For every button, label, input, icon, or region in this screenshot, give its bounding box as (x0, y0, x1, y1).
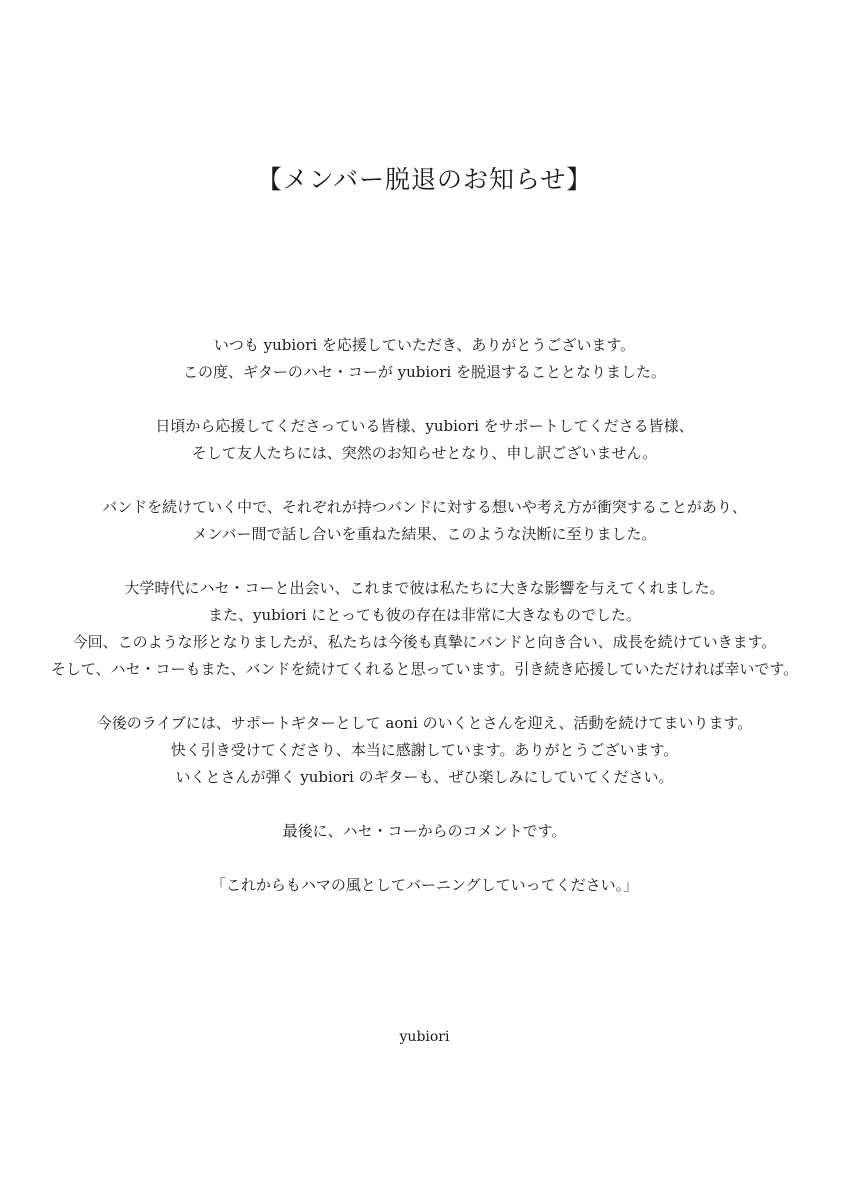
text-line: 日頃から応援してくださっている皆様、yubiori をサポートしてくださる皆様、 (155, 417, 694, 435)
paragraph-support-guitar (0, 710, 849, 791)
notice-title: 【メンバー脱退のお知らせ】 (256, 165, 593, 194)
text-line: 最後に、ハセ・コーからのコメントです。 (282, 822, 567, 840)
paragraph-comment-intro (0, 818, 849, 845)
paragraph-apology (0, 413, 849, 467)
text-line: 大学時代にハセ・コーと出会い、これまで彼は私たちに大きな影響を与えてくれました。 (124, 579, 725, 597)
text-line: 快く引き受けてくださり、本当に感謝しています。ありがとうございます。 (170, 741, 679, 759)
paragraph-gratitude (0, 575, 849, 683)
text-line: 今回、このような形となりましたが、私たちは今後も真摯にバンドと向き合い、成長を続けていきます。 (72, 633, 777, 651)
notice-body (0, 332, 849, 926)
text-line: そして、ハセ・コーもまた、バンドを続けてくれると思っています。引き続き応援していただければ幸いです。 (50, 660, 799, 678)
paragraph-reason (0, 494, 849, 548)
text-line: いくとさんが弾く yubiori のギターも、ぜひ楽しみにしていてください。 (175, 768, 674, 786)
text-line: バンドを続けていく中で、それぞれが持つバンドに対する想いや考え方が衝突することがあり、 (102, 498, 747, 516)
text-line: また、yubiori にとっても彼の存在は非常に大きなものでした。 (207, 606, 641, 624)
text-line: いつも yubiori を応援していただき、ありがとうございます。 (213, 336, 636, 354)
paragraph-greeting (0, 332, 849, 386)
text-line: そして友人たちには、突然のお知らせとなり、申し訳ございません。 (191, 444, 658, 462)
text-line: 「これからもハマの風としてバーニングしていってください。」 (210, 876, 639, 894)
text-line: 今後のライブには、サポートギターとして aoni のいくとさんを迎え、活動を続けてまいります。 (96, 714, 753, 732)
signature: yubiori (399, 1029, 450, 1045)
paragraph-comment-quote (0, 872, 849, 899)
text-line: この度、ギターのハセ・コーが yubiori を脱退することとなりました。 (183, 363, 666, 381)
text-line: メンバー間で話し合いを重ねた結果、このような決断に至りました。 (192, 525, 657, 543)
